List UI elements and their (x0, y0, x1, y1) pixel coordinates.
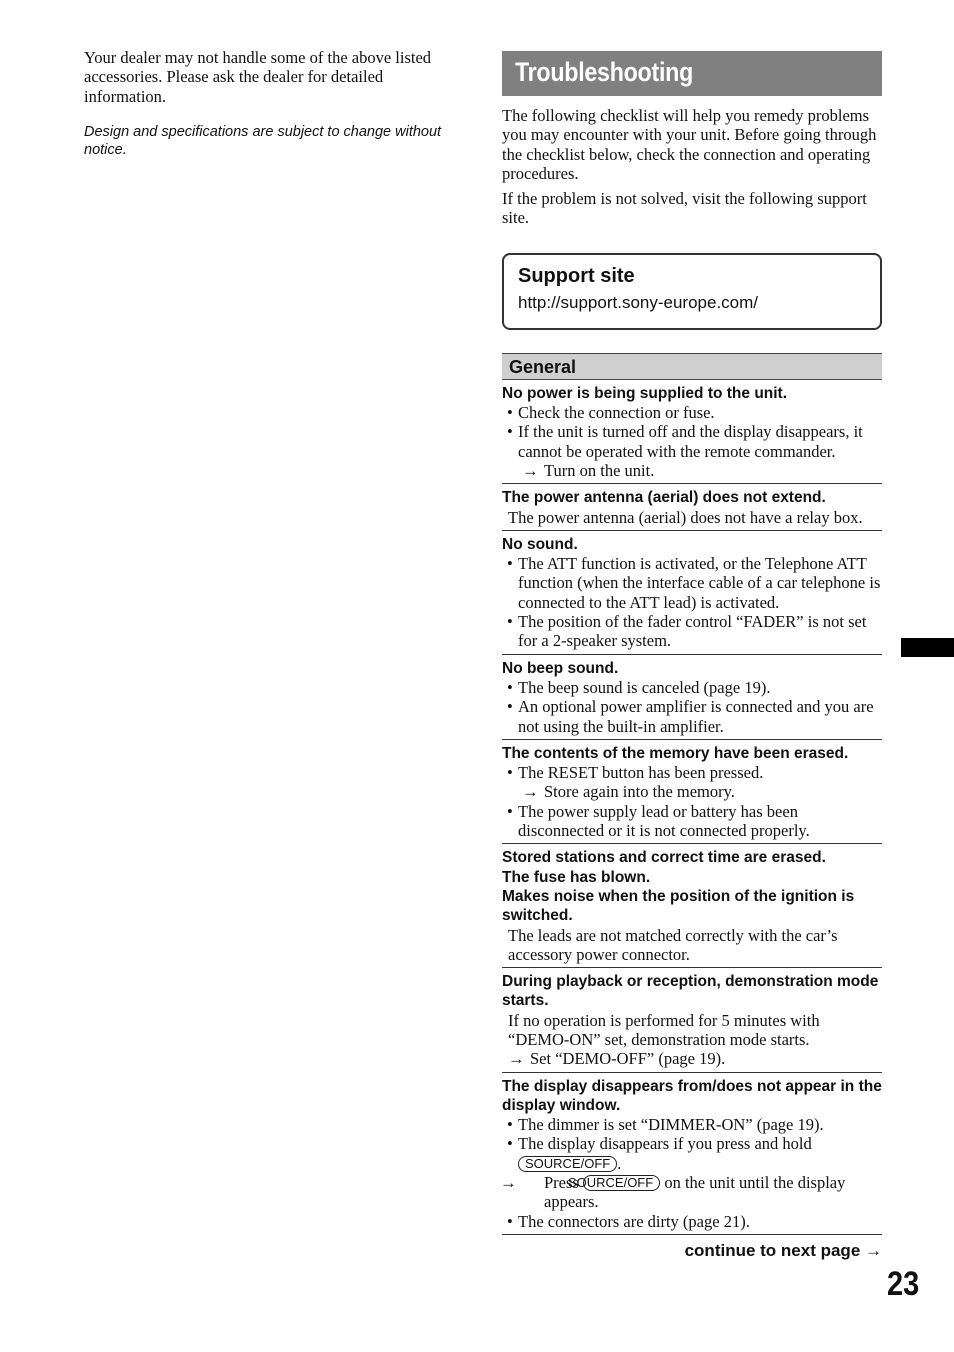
issue-no-sound (502, 531, 882, 655)
page-title: Troubleshooting (515, 57, 694, 87)
issue-bullets (502, 763, 882, 782)
remedy (502, 782, 882, 801)
issue-title: The power antenna (aerial) does not extend. (502, 489, 826, 507)
bullet-glyph: • (507, 1115, 513, 1135)
page-title-bar (502, 51, 882, 96)
list-item (502, 422, 882, 461)
bullet-text: If the unit is turned off and the display disappears, it cannot be operated with the remote commander. (518, 422, 863, 461)
source-off-key: SOURCE/OFF (518, 1156, 617, 1172)
issue-text: The leads are not matched correctly with the car’s accessory power connector. (508, 925, 838, 964)
remedy-text: Turn on the unit. (544, 460, 655, 480)
intro-paragraph-1: The following checklist will help you remedy problems you may encounter with your unit. Before going through the checklist below, check the connection and operating procedures. (502, 106, 877, 183)
bullet-glyph: • (507, 1134, 513, 1154)
issue-title: No sound. (502, 535, 578, 553)
list-item (502, 678, 882, 697)
bullet-glyph: • (507, 612, 513, 632)
remedy (502, 1049, 882, 1068)
general-section-header: General (502, 353, 882, 380)
arrow-icon: → (508, 1049, 525, 1069)
period: . (617, 1153, 622, 1173)
remedy-text: Press (544, 1173, 579, 1193)
bullet-glyph: • (507, 677, 513, 697)
issue-no-power (502, 380, 882, 484)
issue-text: The power antenna (aerial) does not have a relay box. (508, 507, 863, 527)
dealer-note: Your dealer may not handle some of the above listed accessories. Please ask the dealer for detailed information. (84, 48, 432, 106)
issue-bullets (502, 1115, 882, 1173)
bullet-text: The beep sound is canceled (page 19). (518, 677, 771, 697)
bullet-glyph: • (507, 1211, 513, 1231)
arrow-icon: → (522, 460, 539, 480)
support-title: Support site (518, 264, 635, 287)
issue-bullets (502, 403, 882, 461)
issue-demo-mode (502, 968, 882, 1072)
issue-bullets (502, 802, 882, 841)
list-item (502, 1212, 882, 1231)
bullet-text: An optional power amplifier is connected and you are not using the built-in amplifier. (518, 697, 874, 736)
issue-antenna (502, 484, 882, 531)
issue-memory-erased (502, 740, 882, 844)
support-box (502, 253, 882, 330)
intro-paragraph-2: If the problem is not solved, visit the following support site. (502, 189, 867, 228)
left-column (84, 48, 469, 159)
list-item (502, 1115, 882, 1134)
list-item (502, 554, 882, 612)
support-url[interactable]: http://support.sony-europe.com/ (518, 292, 759, 312)
issue-text: If no operation is performed for 5 minutes with “DEMO-ON” set, demonstration mode starts. (508, 1010, 820, 1049)
bullet-glyph: • (507, 422, 513, 442)
issue-title: During playback or reception, demonstration mode starts. (502, 973, 879, 1010)
bullet-text: The power supply lead or battery has been disconnected or it is not connected properly. (518, 801, 810, 841)
list-item (502, 763, 882, 782)
issue-bullets (502, 554, 882, 650)
remedy (502, 1173, 882, 1212)
issue-display-disappears (502, 1073, 882, 1235)
issue-stations-erased (502, 844, 882, 968)
arrow-icon: → (500, 1173, 517, 1193)
issue-bullets (502, 1212, 882, 1231)
spec-note: Design and specifications are subject to change without notice. (84, 123, 442, 158)
bullet-glyph: • (507, 554, 513, 574)
list-item (502, 1134, 882, 1173)
issue-title: The contents of the memory have been erased. (502, 744, 849, 762)
source-off-key: SOURCE/OFF (583, 1175, 660, 1191)
bullet-text: The ATT function is activated, or the Telephone ATT function (when the interface cable of a car telephone is connected to the ATT lead) is activated. (518, 554, 881, 612)
issue-title: The fuse has blown. (502, 868, 651, 886)
list-item (502, 403, 882, 422)
page-number: 23 (887, 1265, 920, 1303)
issue-title: The display disappears from/does not appear in the display window. (502, 1077, 882, 1114)
issue-title: Stored stations and correct time are erased. (502, 849, 826, 867)
issue-bullets (502, 678, 882, 736)
remedy-text: Set “DEMO-OFF” (page 19). (530, 1049, 726, 1069)
issue-title: Makes noise when the position of the ignition is switched. (502, 887, 855, 925)
bullet-glyph: • (507, 697, 513, 717)
list-item (502, 697, 882, 736)
issue-title: No beep sound. (502, 659, 619, 677)
bullet-glyph: • (507, 763, 513, 783)
list-item (502, 612, 882, 651)
remedy-text: on the unit until the display appears. (544, 1173, 846, 1212)
bullet-glyph: • (507, 403, 513, 423)
right-column (502, 51, 882, 1235)
bullet-text: The RESET button has been pressed. (518, 763, 764, 783)
bullet-text: The position of the fader control “FADER” is not set for a 2-speaker system. (518, 612, 867, 651)
continue-next-page: continue to next page → (684, 1241, 882, 1260)
edge-tab-marker (901, 638, 954, 657)
issue-no-beep (502, 655, 882, 740)
remedy (502, 461, 882, 480)
bullet-glyph: • (507, 801, 513, 821)
arrow-icon: → (522, 782, 539, 802)
remedy-text: Store again into the memory. (544, 782, 735, 802)
issue-title: No power is being supplied to the unit. (502, 384, 788, 402)
list-item (502, 802, 882, 841)
bullet-text: The connectors are dirty (page 21). (518, 1211, 750, 1231)
bullet-text: The display disappears if you press and hold (518, 1134, 812, 1154)
bullet-text: The dimmer is set “DIMMER-ON” (page 19). (518, 1115, 824, 1135)
bullet-text: Check the connection or fuse. (518, 403, 715, 423)
